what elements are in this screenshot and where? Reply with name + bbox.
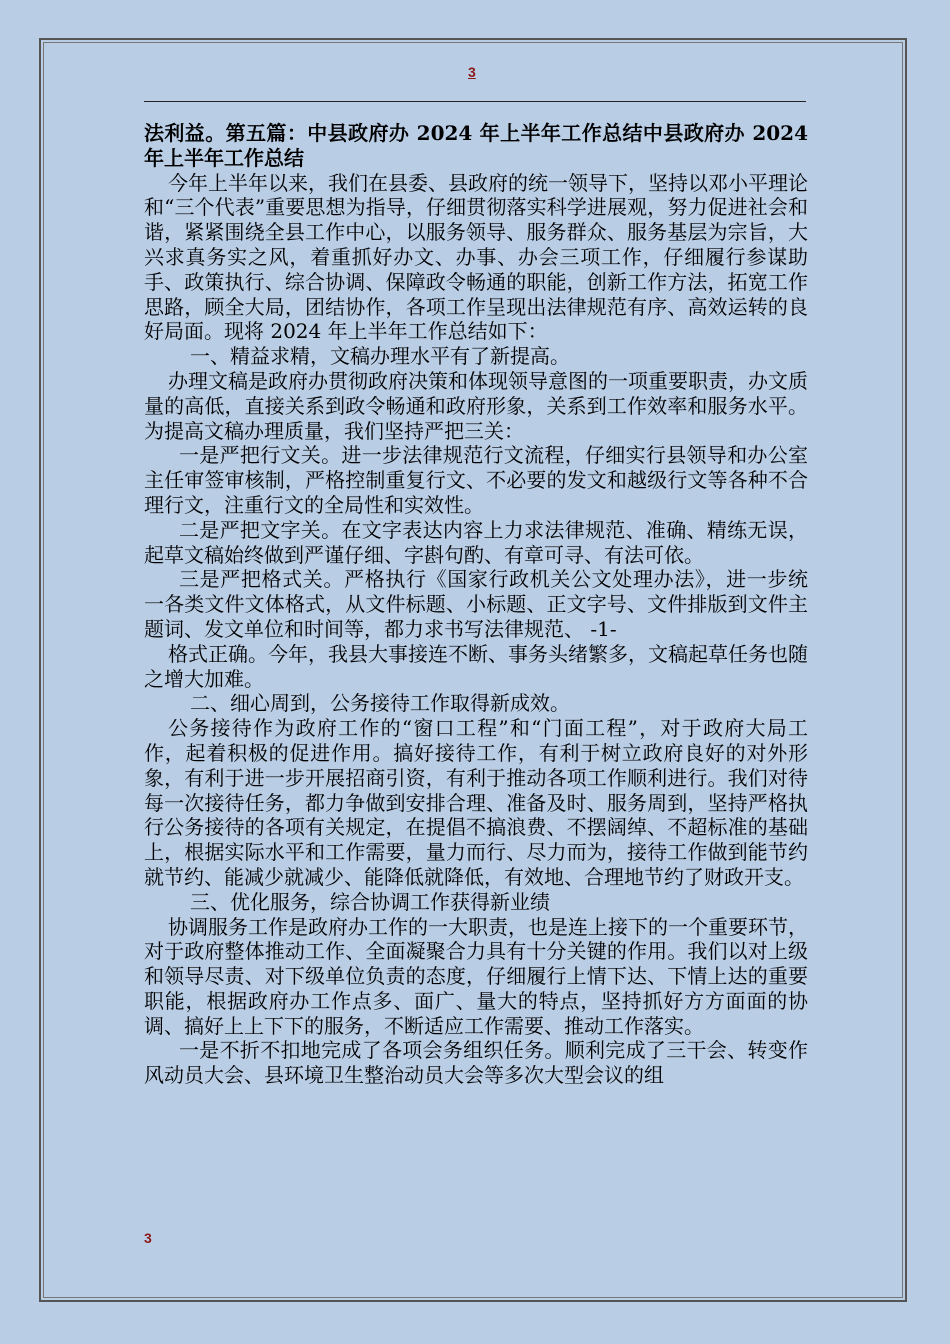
section-heading-2: 二、细心周到，公务接待工作取得新成效。	[190, 691, 570, 716]
paragraph: 格式正确。今年，我县大事接连不断、事务头绪繁多，文稿起草任务也随之增大加难。	[144, 641, 808, 691]
header-page-number: 3	[468, 64, 476, 80]
paragraph: 三是严把格式关。严格执行《国家行政机关公文处理办法》，进一步统一各类文件文体格式，从文件标题、小标题、正文字号、文件排版到文件主题词、发文单位和时间等，都力求书写法律规范、 -1-	[144, 567, 808, 641]
paragraph: 一是严把行文关。进一步法律规范行文流程，仔细实行县领导和办公室主任审签审核制，严格控制重复行文、不必要的发文和越级行文等各种不合理行文，注重行文的全局性和实效性。	[144, 443, 808, 517]
document-title: 法利益。第五篇：中县政府办 2024 年上半年工作总结中县政府办 2024 年上半年工作总结	[144, 121, 808, 170]
footer-page-number: 3	[144, 1230, 152, 1246]
paragraph: 二是严把文字关。在文字表达内容上力求法律规范、准确、精练无误，起草文稿始终做到严谨仔细、字斟句酌、有章可寻、有法可依。	[144, 517, 808, 567]
paragraph: 一是不折不扣地完成了各项会务组织任务。顺利完成了三干会、转变作风动员大会、县环境卫生整治动员大会等多次大型会议的组	[144, 1038, 808, 1088]
section-heading-1: 一、精益求精，文稿办理水平有了新提高。	[190, 344, 570, 369]
paragraph-intro: 今年上半年以来，我们在县委、县政府的统一领导下，坚持以邓小平理论和“三个代表”重要思想为指导，仔细贯彻落实科学进展观，努力促进社会和谐，紧紧围绕全县工作中心，以服务领导、服务群众、服务基层为宗旨，大兴求真务实之风，着重抓好办文、办事、办会三项工作，仔细履行参谋助手、政策执行、综合协调、保障政令畅通的职能，创新工作方法，拓宽工作思路，顾全大局，团结协作，各项工作呈现出法律规范有序、高效运转的良好局面。现将 2024 年上半年工作总结如下：	[144, 170, 808, 344]
paragraph: 协调服务工作是政府办工作的一大职责，也是连上接下的一个重要环节，对于政府整体推动工作、全面凝聚合力具有十分关键的作用。我们以对上级和领导尽责、对下级单位负责的态度，仔细履行上情下达、下情上达的重要职能，根据政府办工作点多、面广、量大的特点，坚持抓好方方面面的协调、搞好上上下下的服务，不断适应工作需要、推动工作落实。	[144, 914, 808, 1038]
paragraph: 办理文稿是政府办贯彻政府决策和体现领导意图的一项重要职责，办文质量的高低，直接关系到政令畅通和政府形象，关系到工作效率和服务水平。为提高文稿办理质量，我们坚持严把三关：	[144, 368, 808, 443]
header-divider	[144, 101, 806, 102]
paragraph: 公务接待作为政府工作的“窗口工程”和“门面工程”，对于政府大局工作，起着积极的促进作用。搞好接待工作，有利于树立政府良好的对外形象，有利于进一步开展招商引资，有利于推动各项工作顺利进行。我们对待每一次接待任务，都力争做到安排合理、准备及时、服务周到，坚持严格执行公务接待的各项有关规定，在提倡不搞浪费、不摆阔绰、不超标准的基础上，根据实际水平和工作需要，量力而行、尽力而为，接待工作做到能节约就节约、能减少就减少、能降低就降低，有效地、合理地节约了财政开支。	[144, 716, 808, 889]
section-heading-3: 三、优化服务，综合协调工作获得新业绩	[190, 889, 550, 914]
document-body	[144, 121, 808, 1088]
